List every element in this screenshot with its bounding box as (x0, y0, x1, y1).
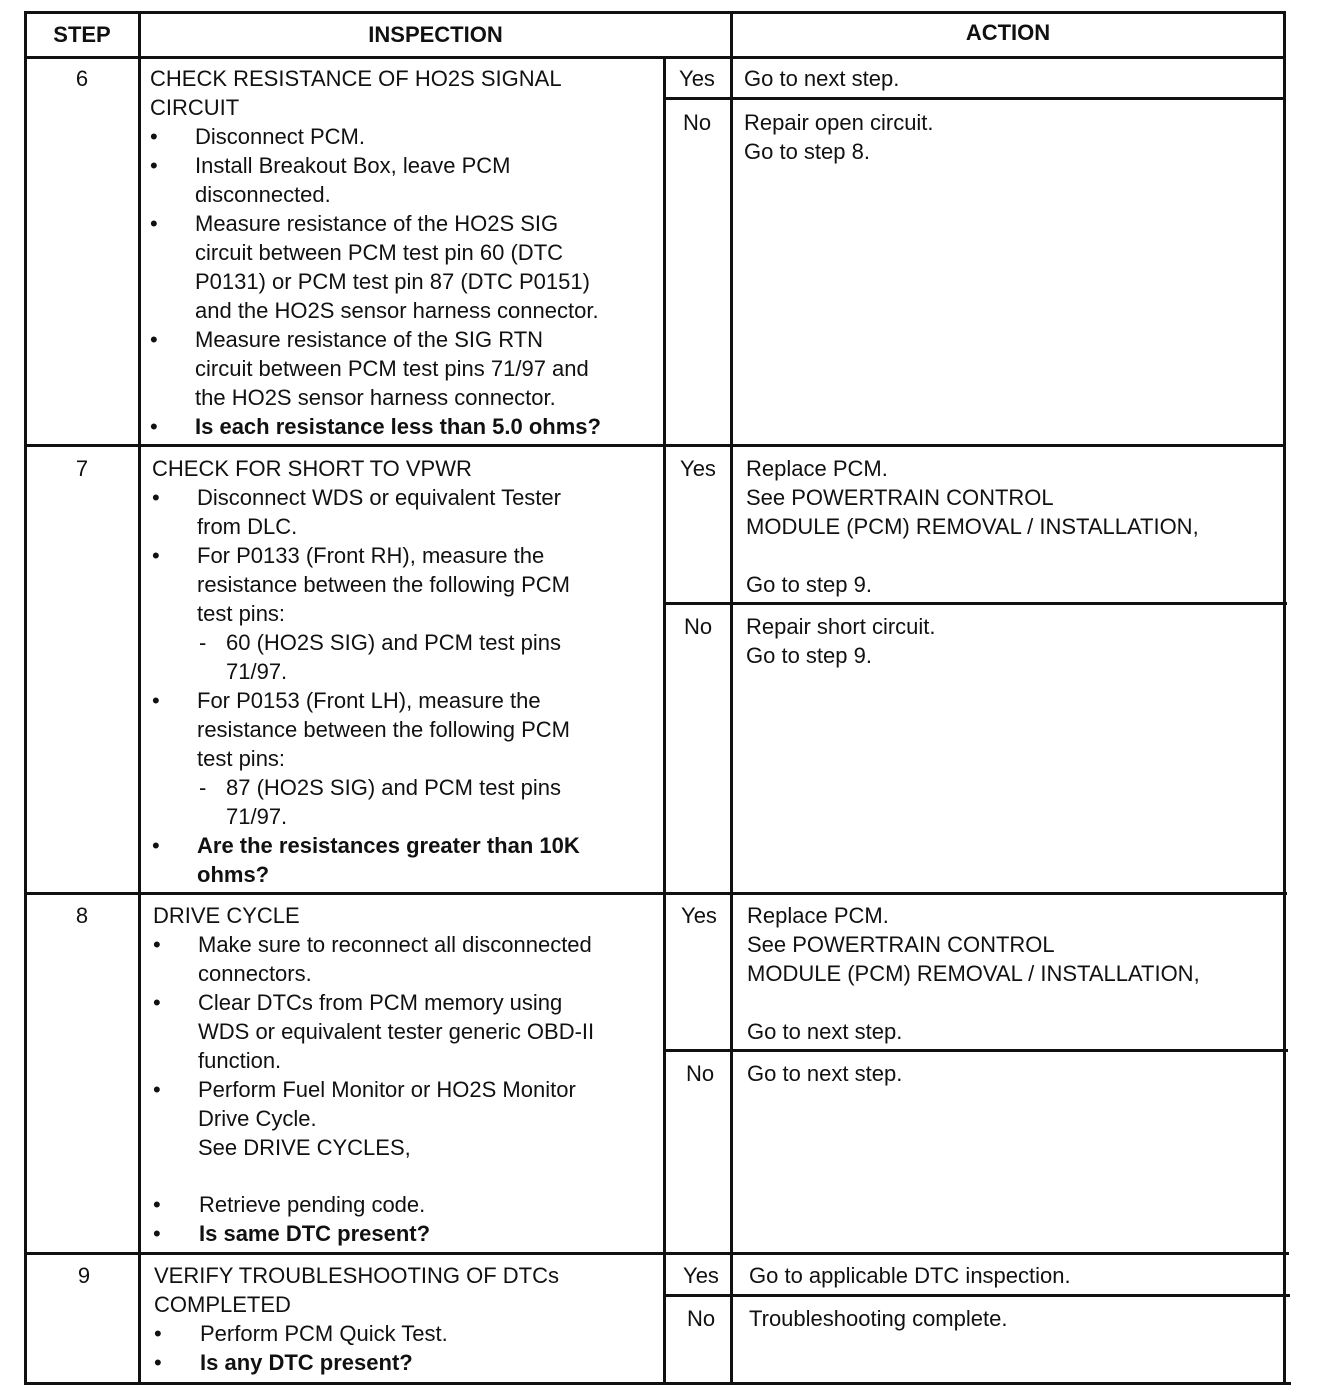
step-title: VERIFY TROUBLESHOOTING OF DTCs COMPLETED (154, 1263, 560, 1317)
bullet-dot: • (152, 485, 160, 510)
no-label: No (686, 1306, 716, 1331)
bullet-dot: • (152, 688, 160, 713)
bullet-item: Perform PCM Quick Test. (200, 1321, 448, 1346)
bullet-item: Disconnect WDS or equivalent Tester from DLC. (197, 485, 561, 539)
no-label: No (683, 614, 713, 639)
bullet-item: Disconnect PCM. (195, 124, 365, 149)
step-title: DRIVE CYCLE (153, 903, 300, 928)
no-action: Repair short circuit. Go to step 9. (746, 614, 936, 668)
question: Are the resistances greater than 10K ohms? (197, 833, 580, 887)
grid-line (663, 1294, 1290, 1297)
bullet-dot: • (153, 1192, 161, 1217)
yes-label: Yes (683, 1263, 719, 1288)
bullet-item: For P0153 (Front LH), measure the resistance between the following PCM test pins: (197, 688, 570, 771)
bullet-item: Measure resistance of the HO2S SIG circuit between PCM test pin 60 (DTC P0131) or PCM test pin 87 (DTC P0151) and the HO2S sensor harness connector. (195, 211, 599, 323)
step-number: 7 (75, 456, 89, 481)
no-label: No (682, 110, 712, 135)
grid-line (138, 11, 141, 1385)
bullet-dot: • (154, 1321, 162, 1346)
yes-label: Yes (681, 903, 717, 928)
grid-line (1283, 11, 1286, 1385)
grid-line (24, 11, 1286, 14)
bullet-dot: • (154, 1350, 162, 1375)
bullet-dot: • (150, 211, 158, 236)
grid-line (663, 1049, 1288, 1052)
grid-line (663, 97, 1286, 100)
no-action: Repair open circuit. Go to step 8. (744, 110, 934, 164)
bullet-dot: • (150, 124, 158, 149)
question: Is any DTC present? (200, 1350, 413, 1375)
bullet-dot: • (152, 833, 160, 858)
sub-item: 87 (HO2S SIG) and PCM test pins 71/97. (226, 775, 562, 829)
yes-action: Replace PCM. See POWERTRAIN CONTROL MODULE (PCM) REMOVAL / INSTALLATION, Go to step 9. (746, 456, 1199, 597)
question: Is each resistance less than 5.0 ohms? (195, 414, 601, 439)
sub-item: 60 (HO2S SIG) and PCM test pins 71/97. (226, 630, 562, 684)
yes-action: Replace PCM. See POWERTRAIN CONTROL MODULE (PCM) REMOVAL / INSTALLATION, Go to next step. (747, 903, 1200, 1044)
bullet-item: Install Breakout Box, leave PCM disconnected. (195, 153, 511, 207)
grid-line (24, 1382, 1291, 1385)
grid-line (24, 56, 1286, 59)
no-action: Troubleshooting complete. (749, 1306, 1008, 1331)
yes-action: Go to next step. (744, 66, 900, 91)
grid-line (24, 11, 27, 1385)
bullet-item: Clear DTCs from PCM memory using WDS or equivalent tester generic OBD-II function. (198, 990, 595, 1073)
bullet-dot: • (150, 414, 158, 439)
grid-line (663, 56, 666, 1385)
grid-line (24, 1252, 1289, 1255)
bullet-item: For P0133 (Front RH), measure the resistance between the following PCM test pins: (197, 543, 570, 626)
bullet-dot: • (152, 543, 160, 568)
bullet-item: Retrieve pending code. (199, 1192, 426, 1217)
step-title: CHECK RESISTANCE OF HO2S SIGNAL CIRCUIT (150, 66, 562, 120)
grid-line (24, 892, 1287, 895)
yes-action: Go to applicable DTC inspection. (749, 1263, 1071, 1288)
header-step: STEP (53, 22, 111, 47)
question: Is same DTC present? (199, 1221, 431, 1246)
step-title: CHECK FOR SHORT TO VPWR (152, 456, 472, 481)
bullet-dot: • (153, 1077, 161, 1102)
bullet-dot: • (150, 153, 158, 178)
header-inspection: INSPECTION (368, 22, 503, 47)
no-label: No (685, 1061, 715, 1086)
sub-dash: - (199, 775, 207, 800)
step-number: 8 (75, 903, 89, 928)
header-action: ACTION (965, 20, 1051, 45)
yes-label: Yes (679, 66, 715, 91)
bullet-dot: • (150, 327, 158, 352)
step-number: 9 (77, 1263, 91, 1288)
yes-label: Yes (680, 456, 716, 481)
bullet-dot: • (153, 1221, 161, 1246)
grid-line (24, 444, 1286, 447)
step-number: 6 (75, 66, 89, 91)
sub-dash: - (199, 630, 207, 655)
grid-line (663, 602, 1287, 605)
bullet-item: Measure resistance of the SIG RTN circuit between PCM test pins 71/97 and the HO2S sensor harness connector. (195, 327, 589, 410)
bullet-item: Perform Fuel Monitor or HO2S Monitor Drive Cycle. See DRIVE CYCLES, (198, 1077, 576, 1160)
bullet-dot: • (153, 990, 161, 1015)
grid-line (730, 11, 733, 1385)
bullet-dot: • (153, 932, 161, 957)
bullet-item: Make sure to reconnect all disconnected connectors. (198, 932, 592, 986)
no-action: Go to next step. (747, 1061, 903, 1086)
